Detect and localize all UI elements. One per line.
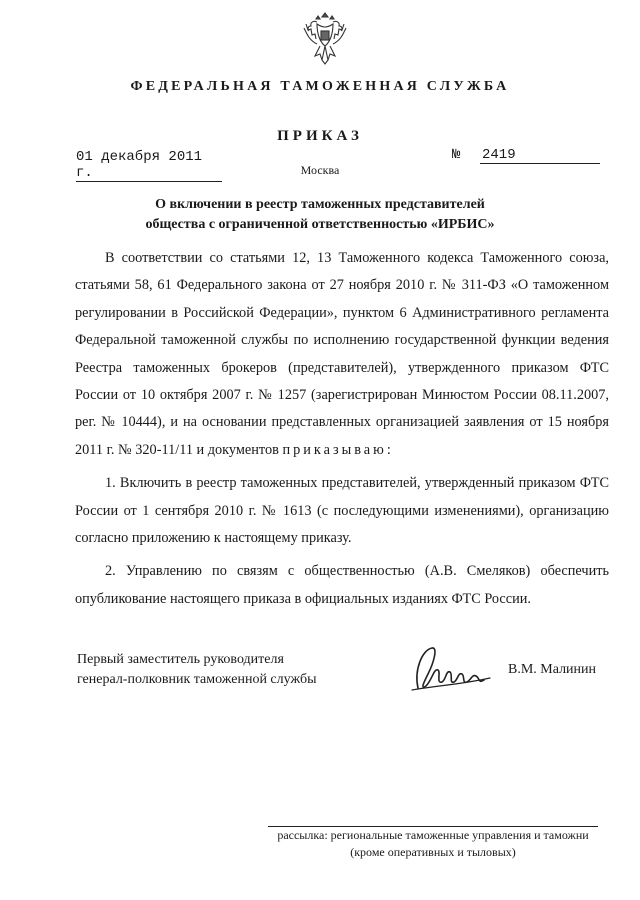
city: Москва <box>300 163 340 177</box>
order-number <box>452 147 600 164</box>
distribution-line-1: рассылка: региональные таможенные управления и таможни <box>277 828 589 842</box>
order-item-1: 1. Включить в реестр таможенных представителей, утвержденный приказом ФТС России от 1 сентября 2010 г. № 1613 (с последующими изменениями), организацию согласно приложению к настоящему приказу. <box>75 475 609 547</box>
heading-line-2: общества с ограниченной ответственностью «ИРБИС» <box>145 217 495 232</box>
distribution-list <box>268 826 598 861</box>
number-value: 2419 <box>480 147 600 164</box>
order-date: 01 декабря 2011 г. <box>76 149 222 182</box>
signatory-position <box>77 650 316 690</box>
agency-name: ФЕДЕРАЛЬНАЯ ТАМОЖЕННАЯ СЛУЖБА <box>130 79 510 94</box>
order-body <box>75 245 609 613</box>
double-headed-eagle-emblem-icon <box>300 10 350 68</box>
number-label: № <box>452 147 461 163</box>
heading-line-1: О включении в реестр таможенных представителей <box>155 197 485 212</box>
preamble-text: В соответствии со статьями 12, 13 Таможенного кодекса Таможенного союза, статьями 58, 61 Федерального закона от 27 ноября 2010 г. № 311-ФЗ «О таможенном регулировании в Российской Федерации», пунктом 6 Административного регламента Федеральной таможенной службы по исполнению государственной функции ведения Реестра таможенных брокеров (представителей), утвержденного приказом ФТС России от 10 октября 2007 г. № 1257 (зарегистрирован Минюстом России 08.11.2007, рег. № 10444), и на основании представленных организацией заявления от 15 ноября 2011 г. № 320-11/11 и документов <box>75 250 609 458</box>
preamble-paragraph <box>75 245 609 464</box>
signatory-name: В.М. Малинин <box>508 662 597 677</box>
position-line-2: генерал-полковник таможенной службы <box>77 672 317 687</box>
order-heading <box>0 195 640 235</box>
order-title: ПРИКАЗ <box>277 128 363 144</box>
order-item-2: 2. Управлению по связям с общественностью (А.В. Смеляков) обеспечить опубликование настоящего приказа в официальных изданиях ФТС России. <box>75 563 609 607</box>
handwritten-signature-icon <box>404 640 504 700</box>
position-line-1: Первый заместитель руководителя <box>77 652 284 667</box>
order-directive: приказываю: <box>282 441 394 458</box>
distribution-line-2: (кроме оперативных и тыловых) <box>350 845 516 859</box>
